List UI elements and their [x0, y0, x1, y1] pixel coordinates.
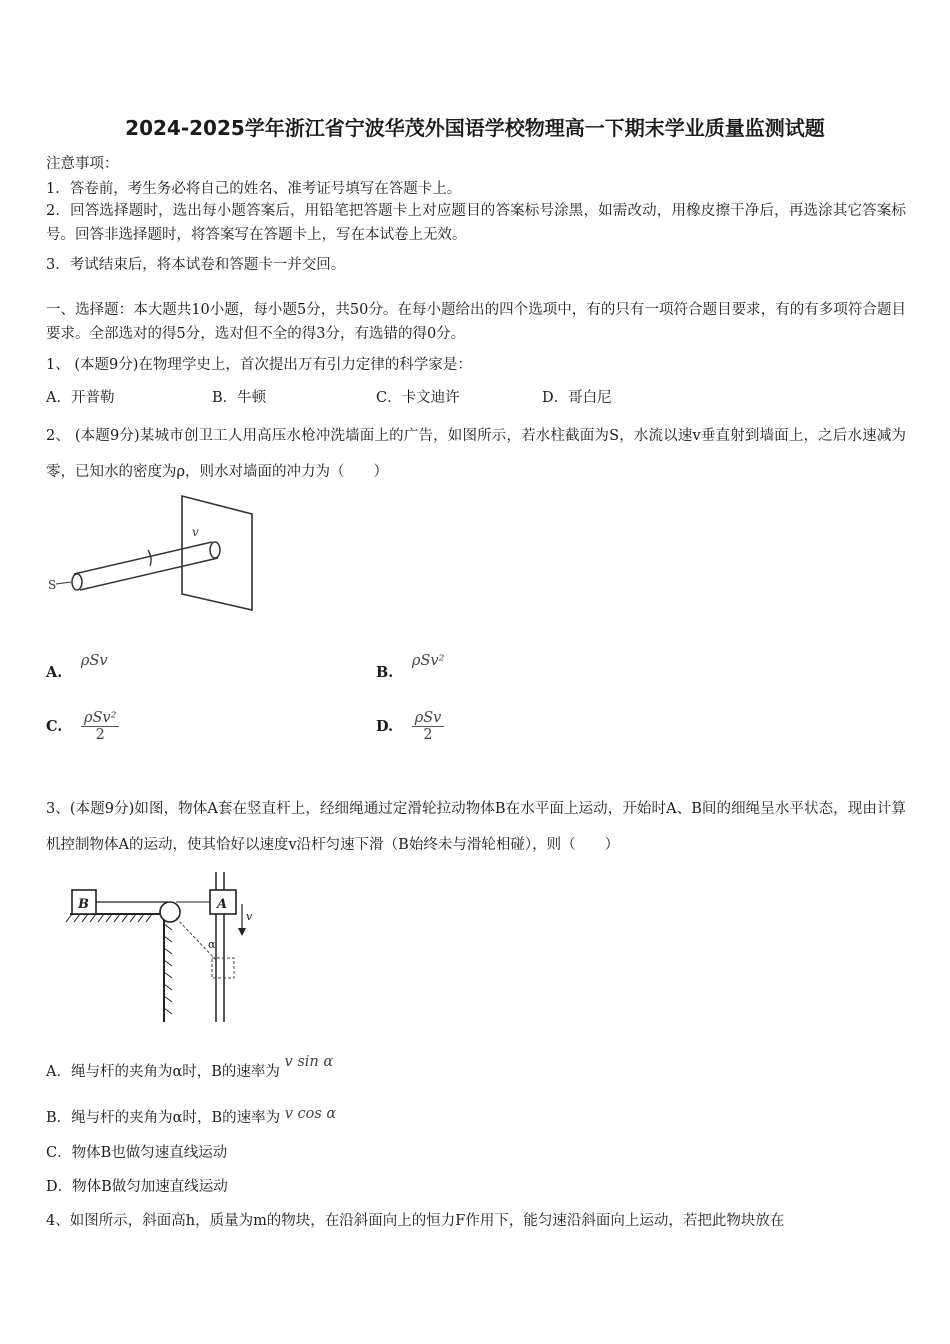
q1-option-b: B．牛顿: [212, 390, 267, 406]
q3-option-c: C．物体B也做匀速直线运动: [46, 1145, 228, 1161]
q3-label-alpha: α: [208, 938, 216, 951]
q3-option-b-expr: v cos α: [284, 1106, 337, 1122]
q1-stem: 1、 (本题9分)在物理学史上，首次提出万有引力定律的科学家是：: [46, 357, 472, 373]
q3-figure-pulley: [60, 862, 280, 1032]
notice-item-1: 1．答卷前，考生务必将自己的姓名、准考证号填写在答题卡上。: [46, 181, 462, 197]
q3-option-a: [46, 1054, 334, 1081]
q2-label-v: v: [192, 525, 199, 539]
q2-option-d-letter: D.: [376, 718, 394, 735]
section-instructions: 一、选择题：本大题共10小题，每小题5分，共50分。在每小题给出的四个选项中，有的只有一项符合题目要求，有的有多项符合题目要求。全部选对的得5分，选对但不全的得3分，有选错的得0分。: [46, 302, 906, 342]
page-title: 2024-2025学年浙江省宁波华茂外国语学校物理高一下期末学业质量监测试题: [125, 116, 825, 140]
q2-option-c-fraction: [81, 710, 119, 743]
q1-option-c: C．卡文迪许: [376, 390, 460, 406]
q2-option-b-expr: ρSv²: [411, 653, 445, 669]
q3-label-a: A: [217, 897, 228, 912]
q2-figure-water-gun: [44, 490, 274, 620]
q3-option-a-text: A．绳与杆的夹角为α时，B的速率为: [46, 1064, 280, 1080]
q2-option-c-denominator: 2: [95, 727, 105, 743]
q2-option-a: [46, 653, 108, 681]
q3-label-b: B: [78, 897, 89, 912]
q3-stem: 3、(本题9分)如图，物体A套在竖直杆上，经细绳通过定滑轮拉动物体B在水平面上运动，开始时A、B间的细绳呈水平状态，现由计算机控制物体A的运动，使其恰好以速度v沿杆匀速下滑（B始终未与滑轮相碰），则（ ）: [46, 801, 906, 853]
q1-option-a: A．开普勒: [46, 390, 115, 406]
notice-heading: 注意事项：: [46, 156, 119, 172]
q3-option-b: [46, 1106, 336, 1127]
q2-option-a-expr: ρSv: [80, 653, 108, 669]
q2-option-c-letter: C.: [46, 718, 63, 735]
q1-option-d: D．哥白尼: [542, 390, 612, 406]
notice-item-3: 3．考试结束后，将本试卷和答题卡一并交回。: [46, 257, 346, 273]
q2-option-c: [46, 710, 119, 743]
q3-option-a-expr: v sin α: [284, 1054, 334, 1070]
q2-option-d-numerator: ρSv: [412, 710, 445, 727]
q2-option-d: [376, 710, 444, 743]
q3-option-d: D．物体B做匀加速直线运动: [46, 1179, 228, 1195]
q2-option-a-letter: A.: [46, 664, 63, 681]
q3-label-v: v: [246, 910, 253, 923]
q2-option-b: [376, 653, 445, 681]
notice-item-2: 2．回答选择题时，选出每小题答案后，用铅笔把答题卡上对应题目的答案标号涂黑，如需改动，用橡皮擦干净后，再选涂其它答案标号。回答非选择题时，将答案写在答题卡上，写在本试卷上无效。: [46, 203, 906, 243]
q2-option-c-numerator: ρSv²: [81, 710, 119, 727]
q2-option-b-letter: B.: [376, 664, 394, 681]
q2-option-d-fraction: [412, 710, 445, 743]
q2-option-d-denominator: 2: [423, 727, 433, 743]
q3-option-b-text: B．绳与杆的夹角为α时，B的速率为: [46, 1110, 281, 1126]
q2-stem: 2、 (本题9分)某城市创卫工人用高压水枪冲洗墙面上的广告，如图所示，若水柱截面为S，水流以速v垂直射到墙面上，之后水速减为零，已知水的密度为ρ，则水对墙面的冲力为（ ）: [46, 428, 906, 480]
q4-stem: 4、如图所示，斜面高h，质量为m的物块，在沿斜面向上的恒力F作用下，能匀速沿斜面向上运动，若把此物块放在: [46, 1213, 785, 1229]
q2-label-s: S: [48, 578, 57, 592]
